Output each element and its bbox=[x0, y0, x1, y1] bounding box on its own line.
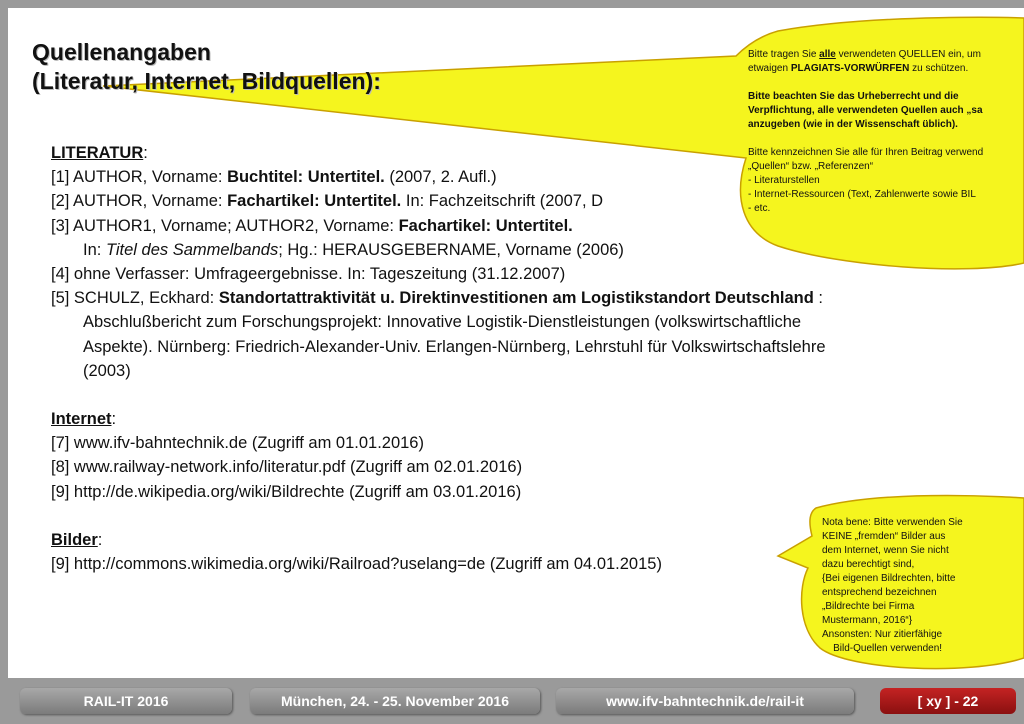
ref-2-title: Fachartikel: Untertitel. bbox=[227, 192, 402, 211]
title-line-1: Quellenangaben bbox=[32, 39, 211, 65]
internet-heading-colon: : bbox=[111, 410, 117, 429]
footer-conference: RAIL-IT 2016 bbox=[20, 688, 232, 714]
callout-bottom-line-6: entsprechend bezeichnen bbox=[822, 587, 937, 598]
footer-url[interactable]: www.ifv-bahntechnik.de/rail-it bbox=[556, 688, 854, 714]
ref-5-author: [5] SCHULZ, Eckhard: bbox=[51, 289, 219, 308]
ref-4-text: [4] ohne Verfasser: Umfrageergebnisse. In: Tageszeitung (31.12.2007) bbox=[51, 265, 566, 284]
ref-3-title: Fachartikel: Untertitel. bbox=[398, 216, 573, 235]
ref-bild-9: [9] http://commons.wikimedia.org/wiki/Railroad?uselang=de (Zugriff am 04.01.2015) bbox=[51, 555, 662, 574]
callout-bottom-text bbox=[822, 516, 1022, 656]
callout-top-l2-emph: PLAGIATS-VORWÜRFEN bbox=[790, 63, 910, 74]
ref-5-line-4: (2003) bbox=[83, 361, 131, 380]
callout-bottom-line-4: dazu berechtigt sind, bbox=[822, 559, 915, 570]
callout-top-l2c: zu schützen. bbox=[909, 63, 969, 74]
callout-top-text bbox=[748, 48, 1024, 216]
callout-top-l1c: verwendeten QUELLEN ein, um bbox=[835, 49, 981, 60]
ref-2-details: In: Fachzeitschrift (2007, D bbox=[401, 192, 604, 211]
callout-top-line-1 bbox=[748, 48, 1024, 62]
callout-bottom-line-5: {Bei eigenen Bildrechten, bitte bbox=[822, 573, 956, 584]
footer-bar bbox=[0, 684, 1024, 720]
callout-top-list-1: - Literaturstellen bbox=[748, 175, 820, 186]
callout-top-l1-emph: alle bbox=[819, 49, 836, 60]
internet-heading bbox=[51, 407, 1011, 431]
literatur-heading-text: LITERATUR bbox=[51, 144, 144, 162]
footer-location-date: München, 24. - 25. November 2016 bbox=[250, 688, 540, 714]
callout-top-l2a: etwaigen bbox=[748, 63, 791, 74]
internet-heading-text: Internet bbox=[51, 410, 112, 429]
callout-bottom-line-7: „Bildrechte bei Firma bbox=[822, 601, 915, 612]
callout-top-l1a: Bitte tragen Sie bbox=[748, 49, 820, 60]
ref-5-title: Standortattraktivität u. Direktinvestitionen am Logistikstandort Deutschland bbox=[218, 289, 814, 308]
callout-bottom-line-3: dem Internet, wenn Sie nicht bbox=[822, 545, 949, 556]
ref-3-authors: [3] AUTHOR1, Vorname; AUTHOR2, Vorname: bbox=[51, 216, 399, 235]
callout-top-p3-l1: Bitte kennzeichnen Sie alle für Ihren Beitrag verwend bbox=[748, 147, 984, 158]
ref-3-continuation bbox=[51, 238, 1011, 262]
ref-5-colon: : bbox=[813, 289, 823, 308]
slide bbox=[8, 8, 1024, 678]
slide-title bbox=[32, 38, 381, 96]
callout-bottom-line-8: Mustermann, 2016“} bbox=[822, 615, 913, 626]
ref-7: [7] www.ifv-bahntechnik.de (Zugriff am 01.01.2016) bbox=[51, 434, 424, 453]
ref-1-author: [1] AUTHOR, Vorname: bbox=[51, 168, 228, 187]
callout-bottom-line-1: Nota bene: Bitte verwenden Sie bbox=[822, 517, 963, 528]
ref-1-title: Buchtitel: Untertitel. bbox=[227, 168, 385, 187]
ref-9: [9] http://de.wikipedia.org/wiki/Bildrechte (Zugriff am 03.01.2016) bbox=[51, 482, 522, 501]
literatur-heading-colon: : bbox=[143, 144, 148, 162]
ref-3-collection: Titel des Sammelbands bbox=[105, 240, 279, 259]
callout-top-p3-l2: „Quellen“ bzw. „Referenzen“ bbox=[748, 161, 874, 172]
callout-top-line-2 bbox=[748, 62, 1024, 76]
bilder-heading-text: Bilder bbox=[51, 530, 98, 549]
callout-top-list-2: - Internet-Ressourcen (Text, Zahlenwerte sowie BIL bbox=[748, 189, 976, 200]
footer-page-number: [ xy ] - 22 bbox=[880, 688, 1016, 714]
title-line-2: (Literatur, Internet, Bildquellen): bbox=[32, 68, 381, 94]
ref-4 bbox=[51, 262, 1011, 286]
callout-bottom-line-2: KEINE „fremden“ Bilder aus bbox=[822, 531, 946, 542]
ref-8: [8] www.railway-network.info/literatur.pdf (Zugriff am 02.01.2016) bbox=[51, 458, 523, 477]
ref-3 bbox=[51, 214, 1011, 238]
callout-bottom-line-10: Bild-Quellen verwenden! bbox=[822, 643, 943, 654]
callout-top-p2-l1: Bitte beachten Sie das Urheberrecht und die bbox=[748, 91, 959, 102]
ref-2-author: [2] AUTHOR, Vorname: bbox=[51, 192, 228, 211]
ref-5-line-3: Aspekte). Nürnberg: Friedrich-Alexander-Univ. Erlangen-Nürnberg, Lehrstuhl für Volkswirtschaftslehre bbox=[83, 337, 826, 356]
bilder-heading-colon: : bbox=[97, 530, 103, 549]
ref-3-in: In: bbox=[83, 240, 106, 259]
callout-top-p2-l3: anzugeben (wie in der Wissenschaft üblich). bbox=[748, 119, 958, 130]
ref-5-line-2: Abschlußbericht zum Forschungsprojekt: Innovative Logistik-Dienstleistungen (volkswirtschaftliche bbox=[83, 313, 802, 332]
callout-bottom-line-9: Ansonsten: Nur zitierfähige bbox=[822, 629, 943, 640]
ref-5 bbox=[51, 286, 1011, 310]
ref-1-details: (2007, 2. Aufl.) bbox=[384, 168, 497, 187]
callout-top-p2-l2: Verpflichtung, alle verwendeten Quellen auch „sa bbox=[748, 105, 983, 116]
callout-top-list-3: - etc. bbox=[748, 203, 771, 214]
ref-3-editor: ; Hg.: HERAUSGEBERNAME, Vorname (2006) bbox=[278, 240, 624, 259]
